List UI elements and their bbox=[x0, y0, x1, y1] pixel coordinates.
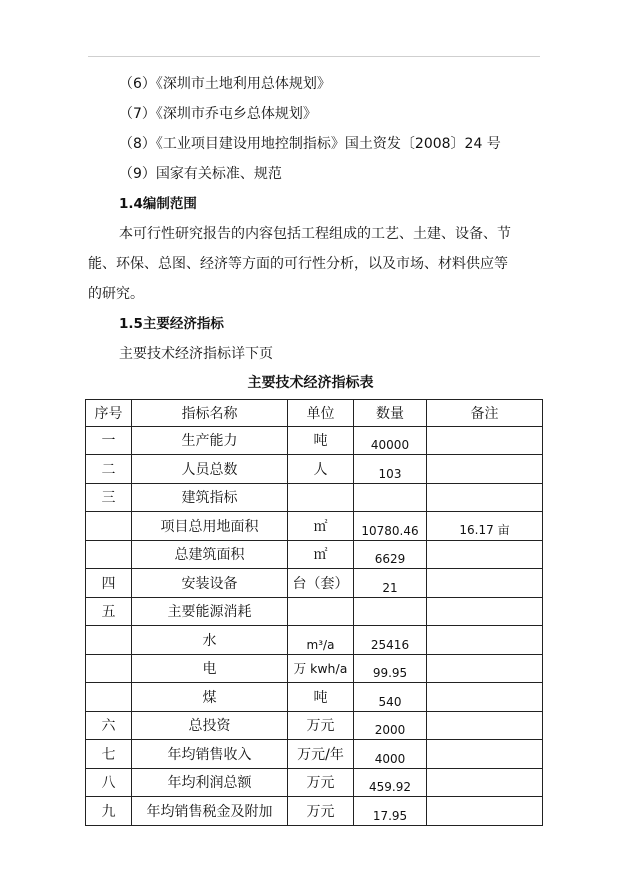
row-no: 六 bbox=[86, 711, 132, 740]
row-note bbox=[427, 626, 543, 655]
row-no bbox=[86, 626, 132, 655]
row-no bbox=[86, 540, 132, 569]
row-no: 三 bbox=[86, 483, 132, 512]
row-no bbox=[86, 683, 132, 712]
header-rule bbox=[88, 56, 540, 57]
section-1-4-heading: 1.4编制范围 bbox=[119, 196, 197, 212]
row-unit: ㎡ bbox=[288, 512, 354, 541]
row-name: 年均销售税金及附加 bbox=[132, 797, 288, 826]
section-1-5-intro: 主要技术经济指标详下页 bbox=[119, 346, 273, 362]
row-no: 九 bbox=[86, 797, 132, 826]
table-row bbox=[86, 455, 543, 484]
header-name: 指标名称 bbox=[132, 400, 288, 427]
row-qty: 6629 bbox=[354, 540, 427, 569]
row-qty: 25416 bbox=[354, 626, 427, 655]
section-1-4-para-line-1: 本可行性研究报告的内容包括工程组成的工艺、土建、设备、节 bbox=[119, 226, 511, 242]
table-row bbox=[86, 797, 543, 826]
row-name: 年均利润总额 bbox=[132, 768, 288, 797]
row-name: 总投资 bbox=[132, 711, 288, 740]
row-name: 主要能源消耗 bbox=[132, 597, 288, 626]
row-no: 四 bbox=[86, 569, 132, 598]
row-name: 建筑指标 bbox=[132, 483, 288, 512]
row-qty: 2000 bbox=[354, 711, 427, 740]
row-no: 五 bbox=[86, 597, 132, 626]
header-qty: 数量 bbox=[354, 400, 427, 427]
row-no bbox=[86, 654, 132, 683]
table-row bbox=[86, 512, 543, 541]
table-header-row bbox=[86, 400, 543, 427]
reference-9: （9）国家有关标准、规范 bbox=[119, 166, 282, 182]
row-qty: 4000 bbox=[354, 740, 427, 769]
reference-7: （7）《深圳市乔屯乡总体规划》 bbox=[119, 106, 317, 122]
table-row bbox=[86, 654, 543, 683]
header-unit: 单位 bbox=[288, 400, 354, 427]
row-no: 八 bbox=[86, 768, 132, 797]
row-unit: 万元 bbox=[288, 797, 354, 826]
row-qty bbox=[354, 597, 427, 626]
table-row bbox=[86, 740, 543, 769]
row-name: 年均销售收入 bbox=[132, 740, 288, 769]
row-note bbox=[427, 711, 543, 740]
row-qty: 21 bbox=[354, 569, 427, 598]
indicators-table bbox=[85, 399, 543, 826]
row-note bbox=[427, 597, 543, 626]
row-note: 16.17 亩 bbox=[427, 512, 543, 541]
header-note: 备注 bbox=[427, 400, 543, 427]
section-1-4-para-line-2: 能、环保、总图、经济等方面的可行性分析，以及市场、材料供应等 bbox=[88, 256, 508, 272]
row-no bbox=[86, 512, 132, 541]
table-row bbox=[86, 626, 543, 655]
row-unit: 万元/年 bbox=[288, 740, 354, 769]
row-note bbox=[427, 654, 543, 683]
table-row bbox=[86, 569, 543, 598]
row-note bbox=[427, 426, 543, 455]
row-name: 水 bbox=[132, 626, 288, 655]
row-qty: 540 bbox=[354, 683, 427, 712]
row-note bbox=[427, 683, 543, 712]
row-unit: ㎡ bbox=[288, 540, 354, 569]
row-qty bbox=[354, 483, 427, 512]
row-unit: 万元 bbox=[288, 711, 354, 740]
row-unit bbox=[288, 483, 354, 512]
row-unit: 万元 bbox=[288, 768, 354, 797]
table-row bbox=[86, 683, 543, 712]
row-name: 项目总用地面积 bbox=[132, 512, 288, 541]
row-name: 电 bbox=[132, 654, 288, 683]
row-qty: 99.95 bbox=[354, 654, 427, 683]
row-name: 总建筑面积 bbox=[132, 540, 288, 569]
table-row bbox=[86, 426, 543, 455]
table-row bbox=[86, 597, 543, 626]
table-title: 主要技术经济指标表 bbox=[247, 375, 374, 391]
row-note bbox=[427, 740, 543, 769]
table-row bbox=[86, 540, 543, 569]
table-row bbox=[86, 768, 543, 797]
row-name: 生产能力 bbox=[132, 426, 288, 455]
row-qty: 459.92 bbox=[354, 768, 427, 797]
table-row bbox=[86, 711, 543, 740]
row-note bbox=[427, 455, 543, 484]
row-name: 煤 bbox=[132, 683, 288, 712]
row-note bbox=[427, 483, 543, 512]
row-unit: 吨 bbox=[288, 426, 354, 455]
row-unit: 万 kwh/a bbox=[288, 654, 354, 683]
row-no: 一 bbox=[86, 426, 132, 455]
row-name: 安装设备 bbox=[132, 569, 288, 598]
row-qty: 10780.46 bbox=[354, 512, 427, 541]
header-no: 序号 bbox=[86, 400, 132, 427]
row-no: 二 bbox=[86, 455, 132, 484]
row-note bbox=[427, 540, 543, 569]
row-name: 人员总数 bbox=[132, 455, 288, 484]
reference-6: （6）《深圳市土地利用总体规划》 bbox=[119, 76, 331, 92]
reference-8: （8）《工业项目建设用地控制指标》国土资发〔2008〕24 号 bbox=[119, 136, 501, 152]
row-unit: 人 bbox=[288, 455, 354, 484]
row-note bbox=[427, 797, 543, 826]
row-unit: 吨 bbox=[288, 683, 354, 712]
table-row bbox=[86, 483, 543, 512]
section-1-5-heading: 1.5主要经济指标 bbox=[119, 316, 224, 332]
row-qty: 103 bbox=[354, 455, 427, 484]
row-qty: 40000 bbox=[354, 426, 427, 455]
row-no: 七 bbox=[86, 740, 132, 769]
row-note bbox=[427, 768, 543, 797]
row-unit bbox=[288, 597, 354, 626]
row-qty: 17.95 bbox=[354, 797, 427, 826]
section-1-4-para-line-3: 的研究。 bbox=[88, 286, 144, 302]
row-unit: 台（套） bbox=[288, 569, 354, 598]
row-note bbox=[427, 569, 543, 598]
row-unit: m³/a bbox=[288, 626, 354, 655]
